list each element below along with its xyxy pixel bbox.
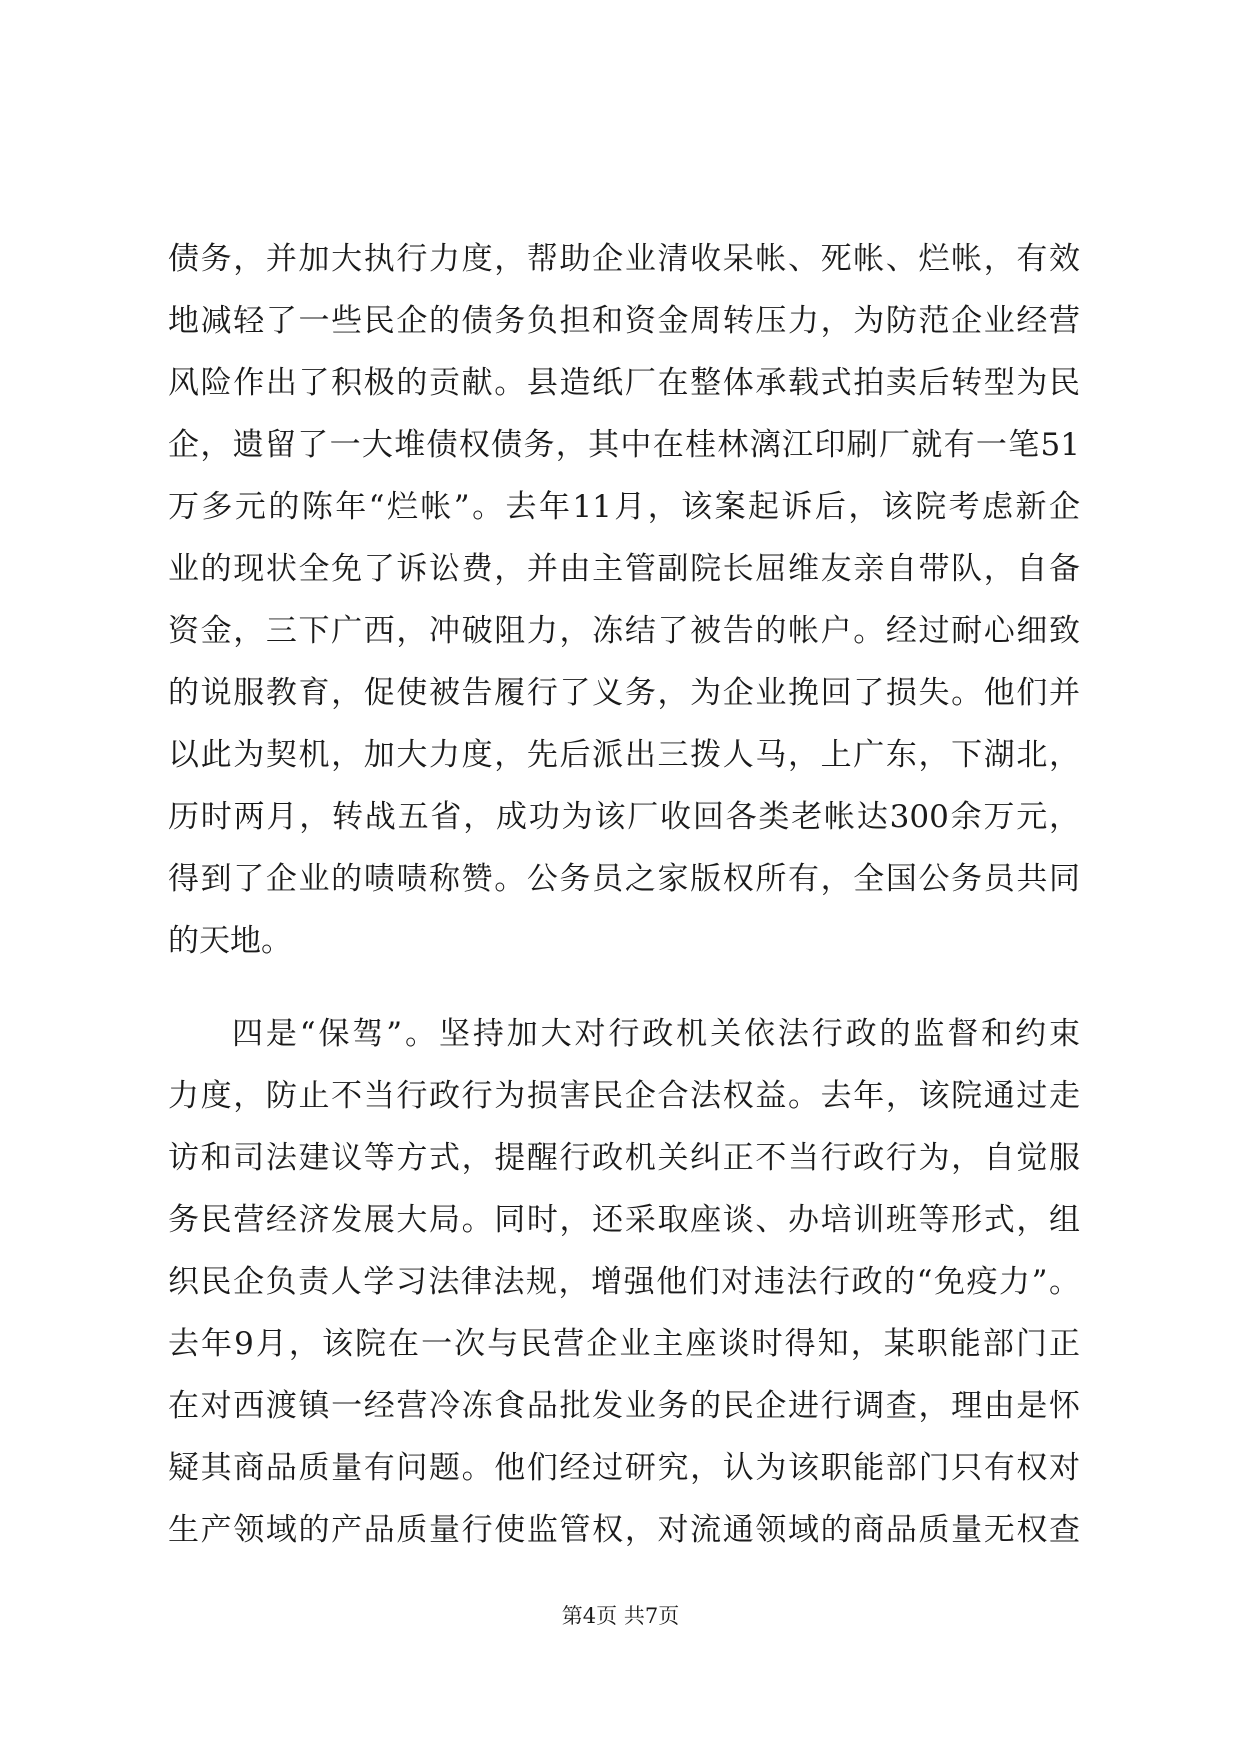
text-line: 务民营经济发展大局。同时，还采取座谈、办培训班等形式，组 <box>168 1202 1080 1238</box>
text-line: 万多元的陈年“烂帐”。去年11月，该案起诉后，该院考虑新企 <box>168 489 1080 525</box>
text-line: 资金，三下广西，冲破阻力，冻结了被告的帐户。经过耐心细致 <box>168 613 1080 649</box>
text-line: 得到了企业的啧啧称赞。公务员之家版权所有，全国公务员共同 <box>168 861 1080 897</box>
text-line: 在对西渡镇一经营冷冻食品批发业务的民企进行调查，理由是怀 <box>168 1388 1080 1424</box>
body-paragraph <box>168 228 1080 972</box>
text-line: 去年9月，该院在一次与民营企业主座谈时得知，某职能部门正 <box>168 1326 1080 1362</box>
body-paragraph <box>168 1003 1080 1561</box>
text-line: 企，遗留了一大堆债权债务，其中在桂林漓江印刷厂就有一笔51 <box>168 427 1080 463</box>
page-number-footer: 第4页 共7页 <box>561 1604 680 1628</box>
text-line: 债务，并加大执行力度，帮助企业清收呆帐、死帐、烂帐，有效 <box>168 241 1080 277</box>
text-line: 的天地。 <box>168 923 292 959</box>
text-line: 访和司法建议等方式，提醒行政机关纠正不当行政行为，自觉服 <box>168 1140 1080 1176</box>
text-line: 四是“保驾”。坚持加大对行政机关依法行政的监督和约束 <box>232 1016 1080 1052</box>
text-line: 以此为契机，加大力度，先后派出三拨人马，上广东，下湖北， <box>168 737 1080 773</box>
text-line: 业的现状全免了诉讼费，并由主管副院长屈维友亲自带队，自备 <box>168 551 1080 587</box>
text-line: 风险作出了积极的贡献。县造纸厂在整体承载式拍卖后转型为民 <box>168 365 1080 401</box>
text-line: 生产领域的产品质量行使监管权，对流通领域的商品质量无权查 <box>168 1512 1080 1548</box>
text-line: 地减轻了一些民企的债务负担和资金周转压力，为防范企业经营 <box>168 303 1080 339</box>
text-line: 力度，防止不当行政行为损害民企合法权益。去年，该院通过走 <box>168 1078 1080 1114</box>
text-line: 的说服教育，促使被告履行了义务，为企业挽回了损失。他们并 <box>168 675 1080 711</box>
text-line: 织民企负责人学习法律法规，增强他们对违法行政的“免疫力”。 <box>168 1264 1080 1300</box>
text-line: 疑其商品质量有问题。他们经过研究，认为该职能部门只有权对 <box>168 1450 1080 1486</box>
text-line: 历时两月，转战五省，成功为该厂收回各类老帐达300余万元， <box>168 799 1080 835</box>
